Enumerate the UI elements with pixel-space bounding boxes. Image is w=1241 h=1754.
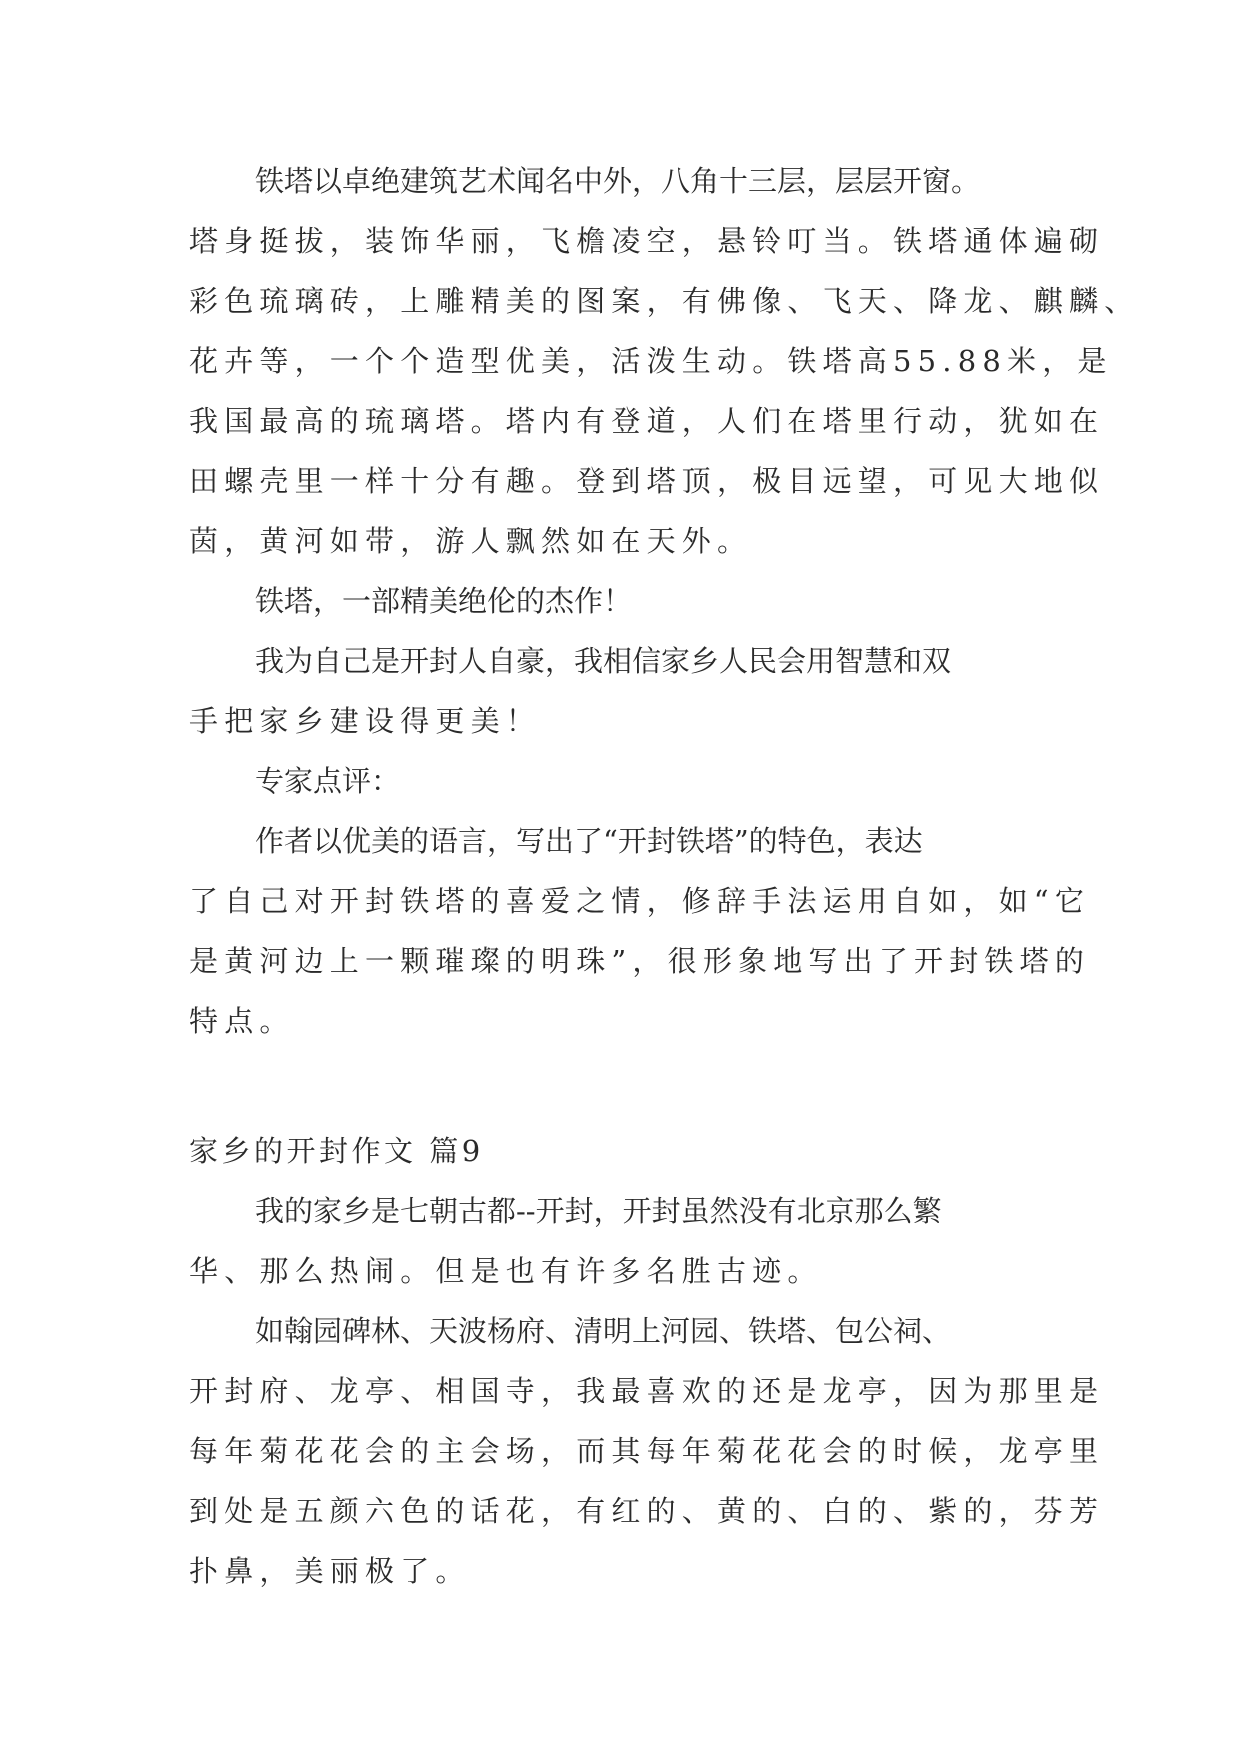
paragraph-1-line-5: 我国最高的琉璃塔。塔内有登道，人们在塔里行动，犹如在 (189, 404, 1105, 438)
paragraph-6-line-1: 我的家乡是七朝古都--开封，开封虽然没有北京那么繁 (255, 1194, 942, 1228)
paragraph-6-line-2: 华、那么热闹。但是也有许多名胜古迹。 (189, 1254, 823, 1288)
paragraph-3-line-2: 手把家乡建设得更美！ (189, 704, 542, 738)
paragraph-7-line-5: 扑鼻，美丽极了。 (189, 1554, 471, 1588)
paragraph-1-line-4: 花卉等，一个个造型优美，活泼生动。铁塔高55.88米，是 (189, 344, 1113, 378)
paragraph-1-line-3: 彩色琉璃砖，上雕精美的图案，有佛像、飞天、降龙、麒麟、 (189, 284, 1140, 318)
paragraph-7-line-2: 开封府、龙亭、相国寺，我最喜欢的还是龙亭，因为那里是 (189, 1374, 1105, 1408)
paragraph-7-line-4: 到处是五颜六色的话花，有红的、黄的、白的、紫的，芬芳 (189, 1494, 1105, 1528)
paragraph-5-line-2: 了自己对开封铁塔的喜爱之情，修辞手法运用自如，如“它 (189, 884, 1091, 918)
paragraph-7-line-3: 每年菊花花会的主会场，而其每年菊花花会的时候，龙亭里 (189, 1434, 1105, 1468)
paragraph-2-line-1: 铁塔，一部精美绝伦的杰作！ (255, 584, 633, 618)
paragraph-1-line-6: 田螺壳里一样十分有趣。登到塔顶，极目远望，可见大地似 (189, 464, 1105, 498)
paragraph-5-line-1: 作者以优美的语言，写出了“开封铁塔”的特色，表达 (255, 824, 923, 858)
paragraph-7-line-1: 如翰园碑林、天波杨府、清明上河园、铁塔、包公祠、 (255, 1314, 952, 1348)
paragraph-1-line-2: 塔身挺拔，装饰华丽，飞檐凌空，悬铃叮当。铁塔通体遍砌 (189, 224, 1105, 258)
paragraph-4-line-1: 专家点评： (255, 764, 401, 798)
paragraph-1-line-1: 铁塔以卓绝建筑艺术闻名中外，八角十三层，层层开窗。 (255, 164, 981, 198)
paragraph-5-line-3: 是黄河边上一颗璀璨的明珠”，很形象地写出了开封铁塔的 (189, 944, 1091, 978)
paragraph-5-line-4: 特点。 (189, 1004, 295, 1038)
paragraph-1-line-7: 茵，黄河如带，游人飘然如在天外。 (189, 524, 753, 558)
section-heading: 家乡的开封作文 篇9 (189, 1134, 484, 1168)
paragraph-3-line-1: 我为自己是开封人自豪，我相信家乡人民会用智慧和双 (255, 644, 952, 678)
